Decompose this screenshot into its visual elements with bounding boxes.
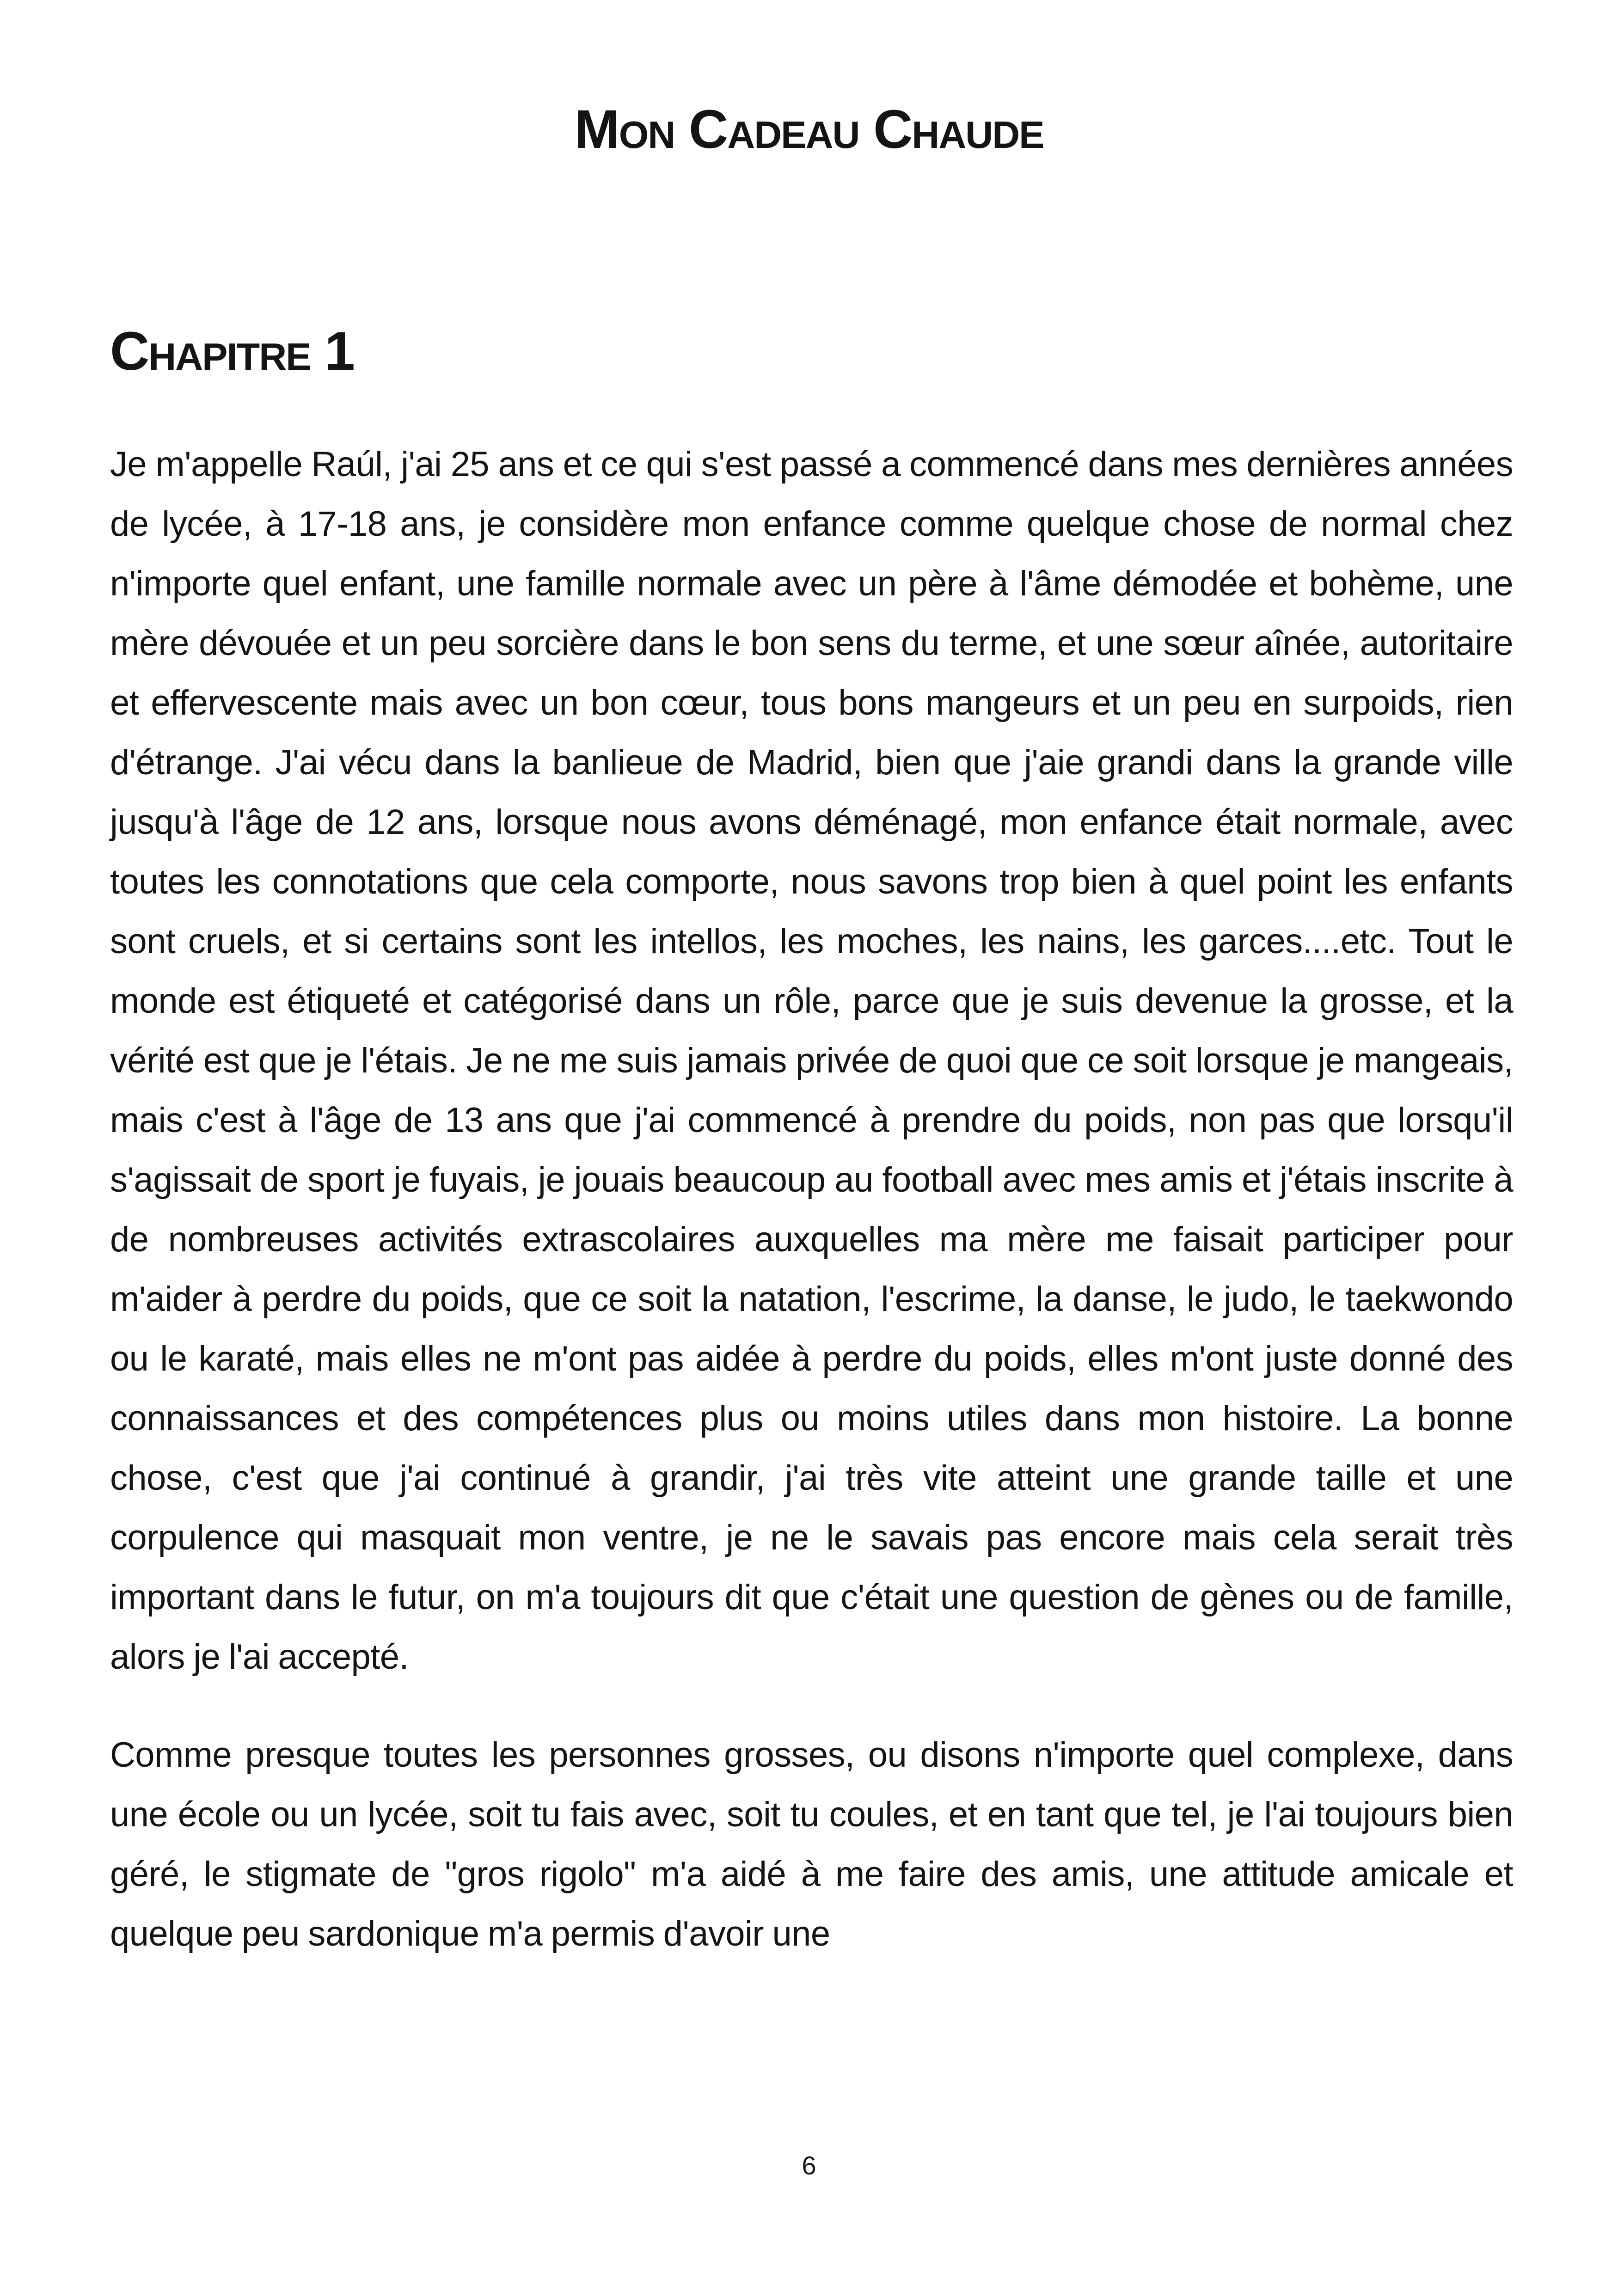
chapter-heading: Chapitre 1	[110, 321, 354, 382]
paragraph: Comme presque toutes les personnes grosses, ou disons n'importe quel complexe, dans une école ou un lycée, soit tu fais avec, soit tu coules, et en tant que tel, je l'ai toujours bien géré, le stigmate de "gros rigolo" m'a aidé à me faire des amis, une attitude amicale et quelque peu sardonique m'a permis d'avoir une	[110, 1735, 1513, 1953]
body-text	[110, 435, 1513, 2002]
page-number: 6	[802, 2151, 816, 2180]
book-title: Mon Cadeau Chaude	[574, 99, 1044, 160]
paragraph: Je m'appelle Raúl, j'ai 25 ans et ce qui s'est passé a commencé dans mes dernières années de lycée, à 17-18 ans, je considère mon enfance comme quelque chose de normal chez n'importe quel enfant, une famille normale avec un père à l'âme démodée et bohème, une mère dévouée et un peu sorcière dans le bon sens du terme, et une sœur aînée, autoritaire et effervescente mais avec un bon cœur, tous bons mangeurs et un peu en surpoids, rien d'étrange. J'ai vécu dans la banlieue de Madrid, bien que j'aie grandi dans la grande ville jusqu'à l'âge de 12 ans, lorsque nous avons déménagé, mon enfance était normale, avec toutes les connotations que cela comporte, nous savons trop bien à quel point les enfants sont cruels, et si certains sont les intellos, les moches, les nains, les garces....etc. Tout le monde est étiqueté et catégorisé dans un rôle, parce que je suis devenue la grosse, et la vérité est que je l'étais. Je ne me suis jamais privée de quoi que ce soit lorsque je mangeais, mais c'est à l'âge de 13 ans que j'ai commencé à prendre du poids, non pas que lorsqu'il s'agissait de sport je fuyais, je jouais beaucoup au football avec mes amis et j'étais inscrite à de nombreuses activités extrascolaires auxquelles ma mère me faisait participer pour m'aider à perdre du poids, que ce soit la natation, l'escrime, la danse, le judo, le taekwondo ou le karaté, mais elles ne m'ont pas aidée à perdre du poids, elles m'ont juste donné des connaissances et des compétences plus ou moins utiles dans mon histoire. La bonne chose, c'est que j'ai continué à grandir, j'ai très vite atteint une grande taille et une corpulence qui masquait mon ventre, je ne le savais pas encore mais cela serait très important dans le futur, on m'a toujours dit que c'était une question de gènes ou de famille, alors je l'ai accepté.	[110, 445, 1513, 1677]
